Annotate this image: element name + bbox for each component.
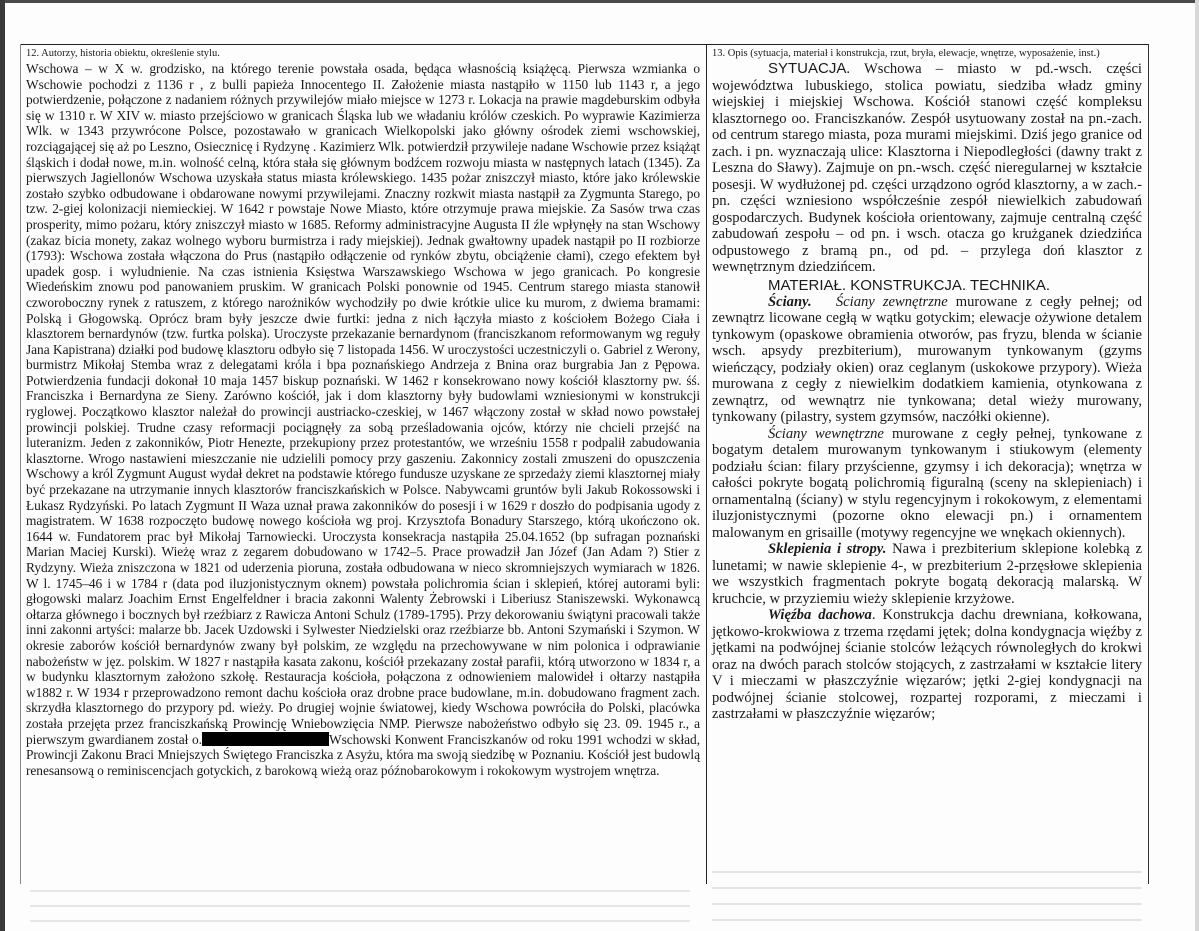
vaults-label: Sklepienia i stropy. bbox=[768, 541, 887, 557]
situation-heading: SYTUACJA bbox=[768, 60, 847, 77]
roof-paragraph bbox=[712, 607, 1142, 723]
section-history bbox=[26, 47, 700, 778]
bleed-through-text-right bbox=[712, 864, 1142, 926]
roof-label: Więźba dachowa bbox=[768, 607, 872, 623]
situation-paragraph bbox=[712, 61, 1142, 276]
roof-text: . Konstrukcja dachu drewniana, kołkowana, jętkowo-krokwiowa z trzema rzędami jętek; dolna kondygnacja więźby z jętkami na podwójnej ścianie stolców leżących równoległych do krokwi oraz na dwóch parach stolców stojących, z zastrzałami w kształcie litery V i mieczami w płaszczyźnie więzarów; jętki 2-giej kondygnacji na podwójnej ścianie stolcowej, rozpartej rozporami, z mieczami i zastrzałami w płaszczyźnie więzarów; bbox=[712, 607, 1143, 722]
bleed-through-text-left bbox=[30, 890, 690, 926]
walls-label: Ściany. bbox=[768, 293, 812, 310]
section-description bbox=[712, 47, 1142, 723]
walls-exterior-paragraph bbox=[712, 294, 1142, 426]
section-history-title: 12. Autorzy, historia obiektu, określenie stylu. bbox=[26, 48, 220, 59]
walls-interior-paragraph bbox=[712, 426, 1142, 542]
form-frame-right-line bbox=[1148, 44, 1149, 884]
form-frame-left-line bbox=[20, 44, 21, 884]
section-history-body bbox=[26, 61, 700, 778]
vaults-text: Nawa i prezbiterium sklepione kolebką z lunetami; w nawie sklepienie 4-, w prezbiterium 2-przęsłowe sklepienia we wszystkich fragmentach pokryte bogatą dekoracją malarską. W kruchcie, w przyziemiu wieży sklepienie krzyżowe. bbox=[712, 541, 1142, 607]
redacted-name-block bbox=[202, 732, 329, 746]
material-heading: MATERIAŁ. KONSTRUKCJA. TECHNIKA. bbox=[768, 276, 1050, 294]
history-text-part1: Wschowa – w X w. grodzisko, na którego terenie powstała osada, będąca własnością książęcą. Pierwsza wzmianka o Wschowie pochodzi z 1136 r , z bulli papieża Innocentego II. Założenie miasta nastąpiło w 1150 lub 1143 r, a jego potwierdzenie, połączone z nadaniem różnych przywilejów miało miejsce w 1273 r. Lokacja na prawie magdeburskim odbyła się w 1310 r. W XIV w. miasto przejściowo w granicach Śląska lub we władaniu królów czeskich. Po wyprawie Kazimierza Wlk. w 1343 przywrócone Polsce, pozostawało w granicach Wielkopolski jako główny ośrodek ziemi wschowskiej, rozciągającej się aż po Leszno, Osiecznicę i Rydzynę . Kazimierz Wlk. potwierdził przywileje nadane Wschowie przez książąt śląskich i dodał nowe, m.in. wolność celną, która stała się głównym bodźcem rozwoju miasta w następnych latach (1345). Za pierwszych Jagiellonów Wschowa uzyskała status miasta królewskiego. 1435 pożar zniszczył miasto, które jako królewskie zostało szybko odbudowane i obdarowane nowymi przywilejami. Znaczny rozkwit miasta nastąpił za Zygmunta Starego, po tzw. 2-giej kolonizacji niemieckiej. W 1642 r powstaje Nowe Miasto, które otrzymuje prawa miejskie. Za Sasów trwa czas prosperity, mimo pożaru, który zniszczył miasto w 1685. Reformy administracyjne Augusta II źle wpłynęły na stan Wschowy (zakaz bicia monety, zakaz wolnego wyboru burmistrza i rady miejskiej). Jednak gwałtowny upadek nastąpił po II rozbiorze (1793): Wschowa została włączona do Prus (nastąpiło odłączenie od rynków zbytu, obciążenie cłami), czego efektem był upadek gosp. i wyludnienie. Na czas istnienia Księstwa Warszawskiego Wschowa w jego granicach. Po kongresie Wiedeńskim znowu pod panowaniem pruskim. W granicach Polski ponownie od 1945. Centrum starego miasta stanowił czworoboczny rynek z ratuszem, z którego narożników wychodziły po dwie krótkie ulice ku murom, z dwiema bramami: Polską i Głogowską. Oprócz bram były jeszcze dwie furtki: jedna z nich łączyła miasto z kościołem Bożego Ciała i klasztorem bernardynów (tzw. furtka polska). Uroczyste przekazanie bernardynom (franciszkanom reformowanym wg reguły Jana Kapistrana) działki pod budowę klasztoru odbyło się 7 listopada 1456. W uroczystości uczestniczyli o. Gabriel z Werony, burmistrz Mikołaj Stemba wraz z delegatami króla i bpa poznańskiego Andrzeja z Bnina oraz burgrabia Jan z Pępowa. Potwierdzenia fundacji dokonał 10 maja 1457 biskup poznański. W 1462 r konsekrowano nowy kościół klasztorny pw. śś. Franciszka i Bernardyna ze Sieny. Zarówno kościół, jak i dom klasztorny były budowlami wzniesionymi w konstrukcji ryglowej. Początkowo klasztor należał do prowincji austriacko-czeskiej, w 1467 włączony został w skład nowo powstałej prowincji polskiej. Trudne czasy reformacji pociągnęły za sobą prześladowania ojców, którzy nie chcieli przejść na luteranizm. Jeden z zakonników, Piotr Henezte, przekupiony przez protestantów, we wrześniu 1558 r podpalił zabudowania klasztorne. Wrogo nastawieni mieszczanie nie udzielili pomocy przy gaszeniu. Zakonnicy zostali zmuszeni do opuszczenia Wschowy a król Zygmunt August wydał dekret na podstawie którego fundusze uzyskane ze sprzedaży ziemi klasztornej miały być przekazane na utrzymanie innych klasztorów franciszkańskich w Polsce. Nabywcami gruntów byli Jakub Rokossowski i Łukasz Rydzyński. Po latach Zygmunt II Waza uznał prawa zakonników do posesji i w 1629 r doszło do podpisania ugody z magistratem. W 1638 rozpoczęto budowę nowego kościoła wg proj. Krzysztofa Bonadury Starszego, którą ukończono ok. 1644 w. Fundatorem prac był Mikołaj Tarnowiecki. Uroczysta konsekracja nastąpiła 25.04.1652 (bp sufragan poznański Marian Maciej Kurski). Wieżę wraz z zegarem dobudowano w 1742–5. Prace prowadził Jan Józef (Jan Adam ?) Stier z Rydzyny. Wieża zniszczona w 1821 od uderzenia pioruna, została odbudowana w nieco skromniejszych wymiarach w 1826. W l. 1745–46 i w 1784 r (data pod iluzjonistycznym oknem) powstała polichromia ścian i sklepień, której autorami byli: głogowski malarz Joachim Ernst Engelfeldner i bracia zakonni Walenty Żebrowski i Liberiusz Staniszewski. Wykonawcą ołtarza głównego i bocznych był rzeźbiarz z Rawicza Antoni Schulz (1789-1795). Przy dekorowaniu świątyni pracowali także inni zakonni artyści: malarze bb. Jacek Uzdowski i Sylwester Niedzielski oraz rzeźbiarze bb. Antoni Szymański i Szymon. W okresie zaborów kościół bernardynów zwany był polskim, ze względu na przechowywane w nim polonica i odprawianie nabożeństw w jęz. polskim. W 1827 r nastąpiła kasata zakonu, kościół przekazany został parafii, którą utworzono w 1834 r, a w budynku klasztornym założono szkołę. Restauracja kościoła, połączona z odnowieniem malowideł i ołtarzy nastąpiła w1882 r. W 1934 r przeprowadzono remont dachu kościoła oraz drobne prace budowlane, m.in. dobudowano fragment zach. skrzydła klasztornego do przypory pd. wieży. Po drugiej wojnie światowej, kiedy Wschowa powróciła do Polski, placówka została przejęta przez franciszkańską Prowincję Wniebowzięcia NMP. Pierwsze nabożeństwo odbyło się 23. 09. 1945 r., a pierwszym gwardianem został o. bbox=[26, 61, 700, 747]
walls-exterior-text: murowane z cegły pełnej; od zewnątrz licowane cegłą w wątku gotyckim; elewacje ożywione detalem tynkowym (opaskowe obramienia otworów, pas fryzu, blenda w ścianie wsch. apsydy prezbiterium), murowanym tynkowanym (gzyms wieńczący, podziały okien) oraz ceglanym (uskokowe przypory). Wieża murowana z cegły z niewielkim dodatkiem kamienia, otynkowana z zewnątrz, od wewnątrz nie tynkowana; detal wieży murowany, tynkowany (pilastry, system gzymsów, naczółki okienne). bbox=[712, 293, 1142, 425]
scan-edge-top bbox=[0, 0, 1199, 3]
history-text-part2: Wschowski Konwent Franciszkanów od roku 1991 wchodzi w skład, Prowincji Zakonu Braci Mniejszych Świętego Franciszka z Asyżu, która ma swoją siedzibę w Poznaniu. Kościół jest budowlą renesansową o reminiscencjach gotyckich, z barokową wieżą oraz późnobarokowym i rokokowym wystrojem wnętrza. bbox=[26, 731, 700, 778]
scan-edge-left bbox=[0, 0, 5, 931]
column-divider-line bbox=[706, 44, 707, 884]
scan-edge-right bbox=[1195, 0, 1199, 931]
walls-interior-label: Ściany wewnętrzne bbox=[768, 425, 884, 442]
section-description-title: 13. Opis (sytuacja, materiał i konstrukcja, rzut, bryła, elewacje, wnętrze, wyposażenie, inst.) bbox=[712, 48, 1100, 59]
vaults-paragraph bbox=[712, 541, 1142, 607]
walls-interior-text: murowane z cegły pełnej, tynkowane z bogatym detalem murowanym tynkowanym i stiukowym (elementy podziału ścian: filary przyścienne, gzymsy i ich dekoracja); wnętrza w całości pokryte bogatą polichromią figuralną (sceny na sklepieniach) i ornamentalną (ściany) w stylu regencyjnym i rokokowym, z elementami iluzjonistycznymi (pozorne okno elewacji pn.) i ornamentem malowanym en grisaille (motywy regencyjne we wnękach okiennych). bbox=[712, 425, 1142, 541]
form-frame-top-line bbox=[20, 44, 1149, 45]
situation-text: . Wschowa – miasto w pd.-wsch. części województwa lubuskiego, stolica powiatu, siedziba władz gminy wiejskiej i miejskiej Wschowa. Kościół stanowi część kompleksu klasztornego oo. Franciszkanów. Zespół usytuowany został na pn.-zach. od centrum starego miasta, poza murami miejskimi. Dziś jego granice od zach. i pn. wyznaczają ulice: Klasztorna i Niepodległości (dawny trakt z Leszna do Sławy). Zajmuje on pn.-wsch. część nieregularnej w kształcie posesji. W wydłużonej pd. części urządzono ogród klasztorny, a w zach.-pn. części wzniesiono współcześnie zespół niewielkich zabudowań gospodarczych. Budynek kościoła orientowany, zajmuje centralną część zabudowań zespołu – od pn. i wsch. otacza go krużganek dziedzińca odpustowego z bramą pn., od pd. – przylega doń klasztor z wewnętrznym dziedzińcem. bbox=[712, 61, 1142, 275]
walls-exterior-label: Ściany zewnętrzne bbox=[835, 293, 948, 310]
